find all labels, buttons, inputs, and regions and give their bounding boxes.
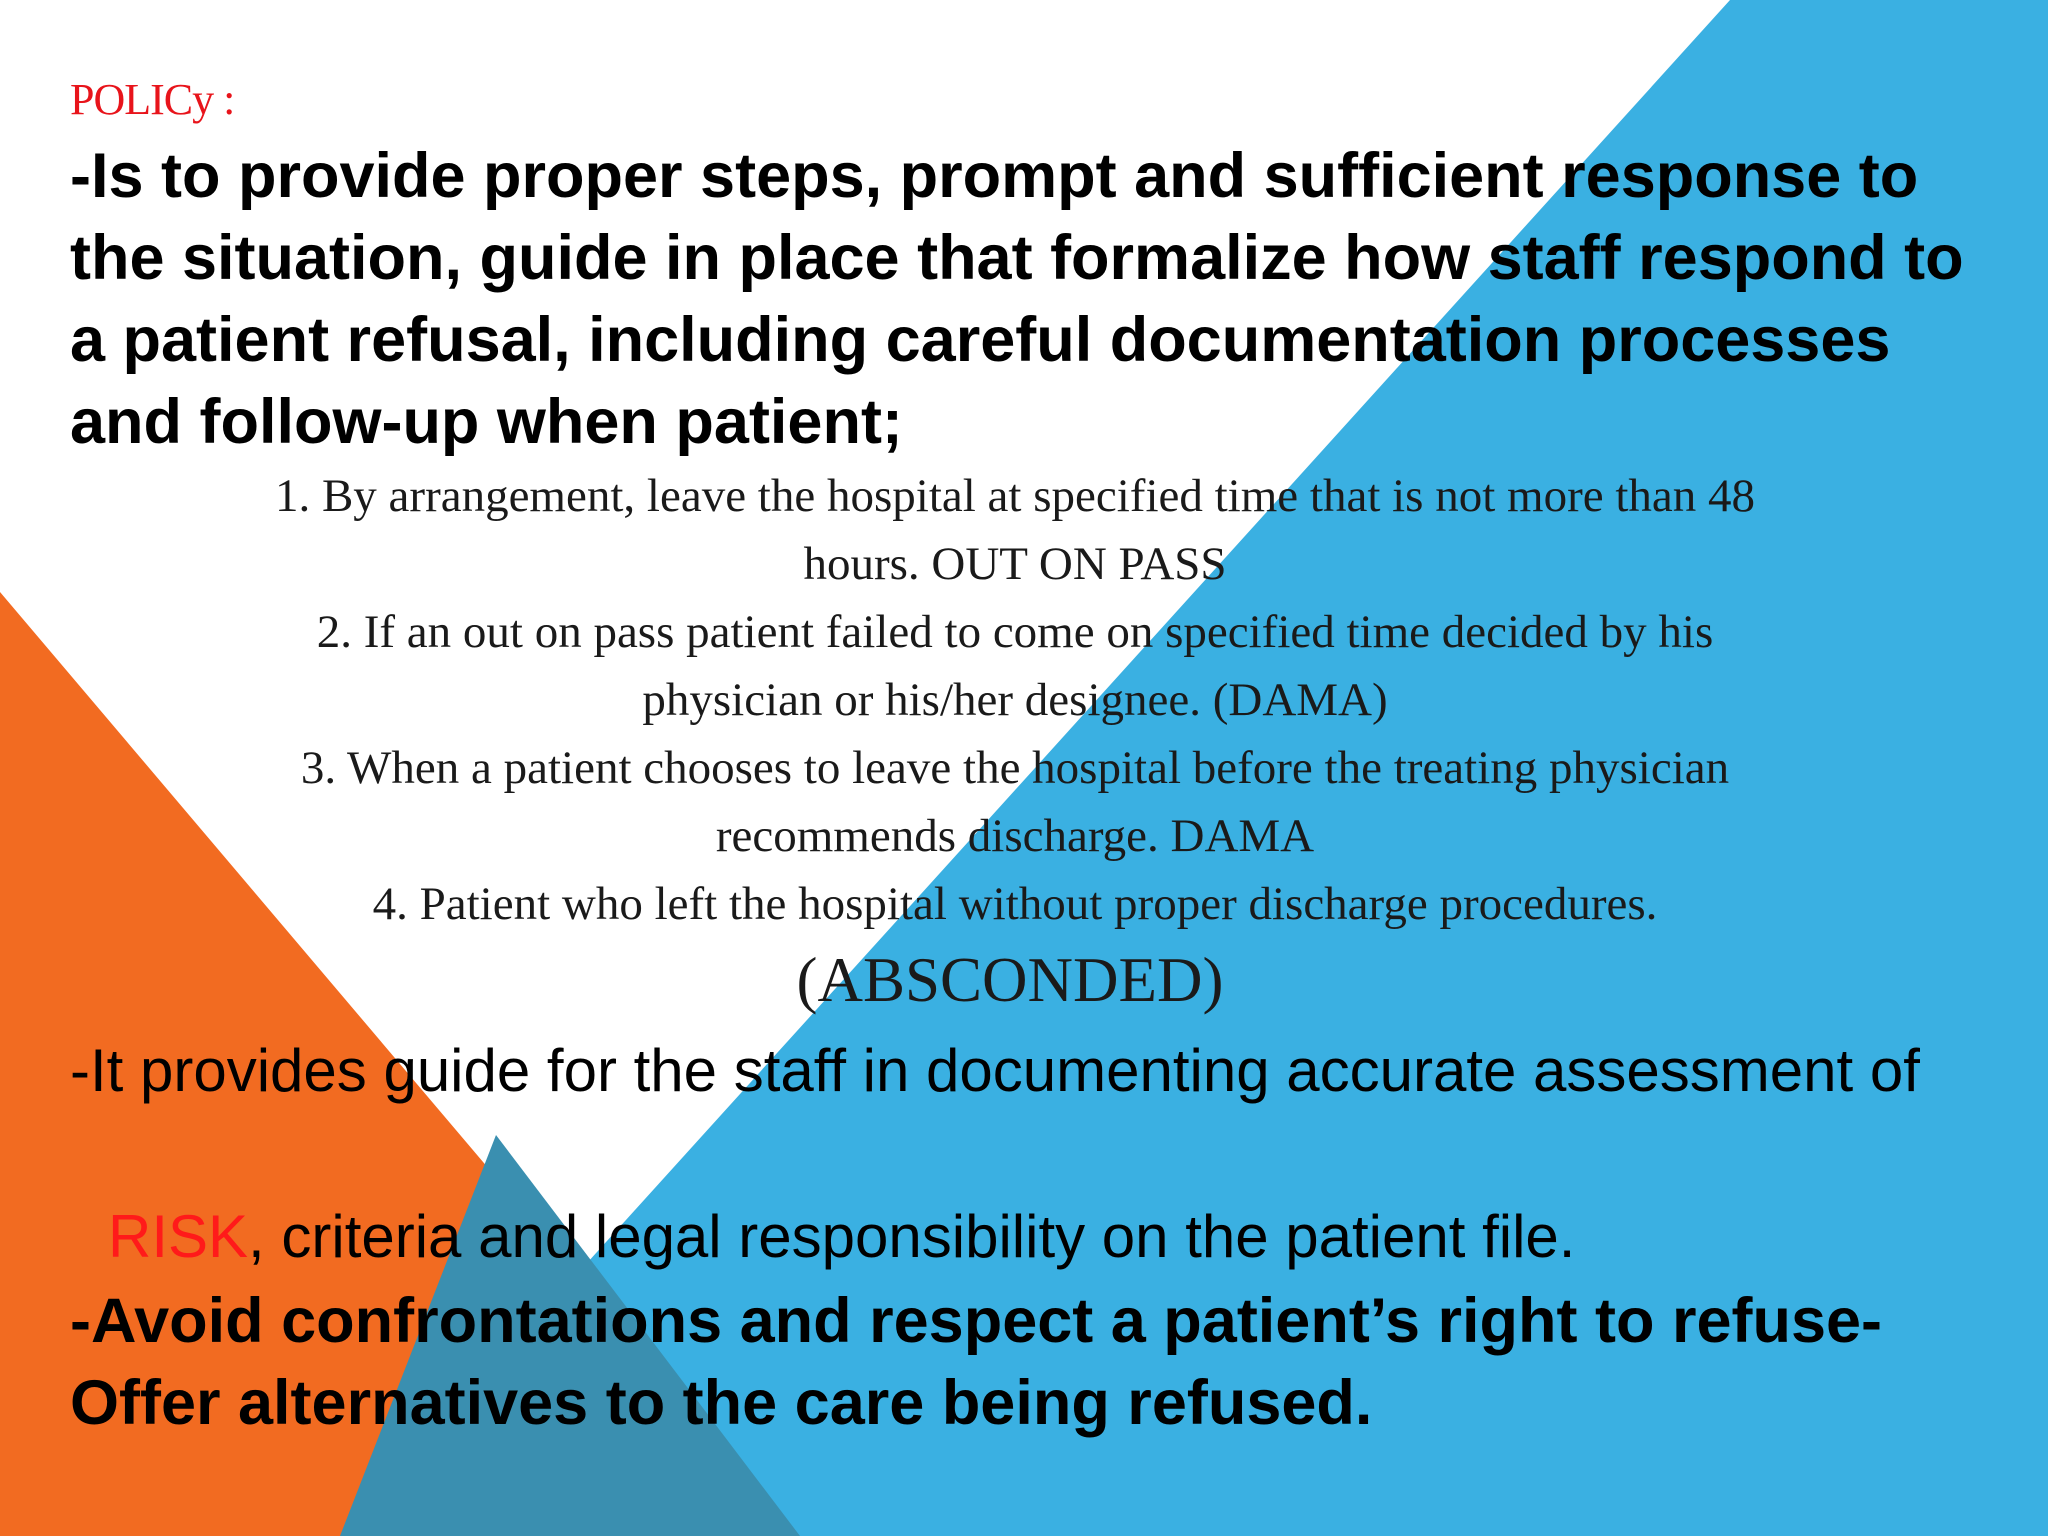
risk-line-rest: , criteria and legal responsibility on the patient file.	[248, 1203, 1576, 1270]
policy-intro: -Is to provide proper steps, prompt and sufficient response to the situation, guide in place that formalize how staff respond to a patient refusal, including careful documentation processes and follow-up when patient;	[70, 141, 1964, 457]
item-2-line-1: 2. If an out on pass patient failed to come on specified time decided by his	[316, 606, 1714, 658]
policy-items	[100, 462, 1930, 938]
policy-heading: POLICy :	[70, 75, 235, 124]
risk-word: RISK	[108, 1203, 249, 1270]
provides-guide-text: -It provides guide for the staff in documenting accurate assessment of	[70, 1037, 1920, 1104]
item-2-line-2: physician or his/her designee. (DAMA)	[642, 674, 1388, 726]
item-1-line-2: hours. OUT ON PASS	[803, 538, 1227, 590]
item-4-line-2: (ABSCONDED)	[796, 945, 1224, 1015]
item-4-line-1: 4. Patient who left the hospital without proper discharge procedures.	[372, 878, 1658, 930]
item-1-line-1: 1. By arrangement, leave the hospital at specified time that is not more than 48	[274, 470, 1756, 522]
item-3-line-2: recommends discharge. DAMA	[715, 810, 1315, 862]
item-3-line-1: 3. When a patient chooses to leave the hospital before the treating physician	[300, 742, 1730, 794]
risk-line	[108, 1196, 1988, 1278]
avoid-confrontations-text: -Avoid confrontations and respect a patient’s right to refuse- Offer alternatives to the care being refused.	[70, 1286, 1883, 1438]
